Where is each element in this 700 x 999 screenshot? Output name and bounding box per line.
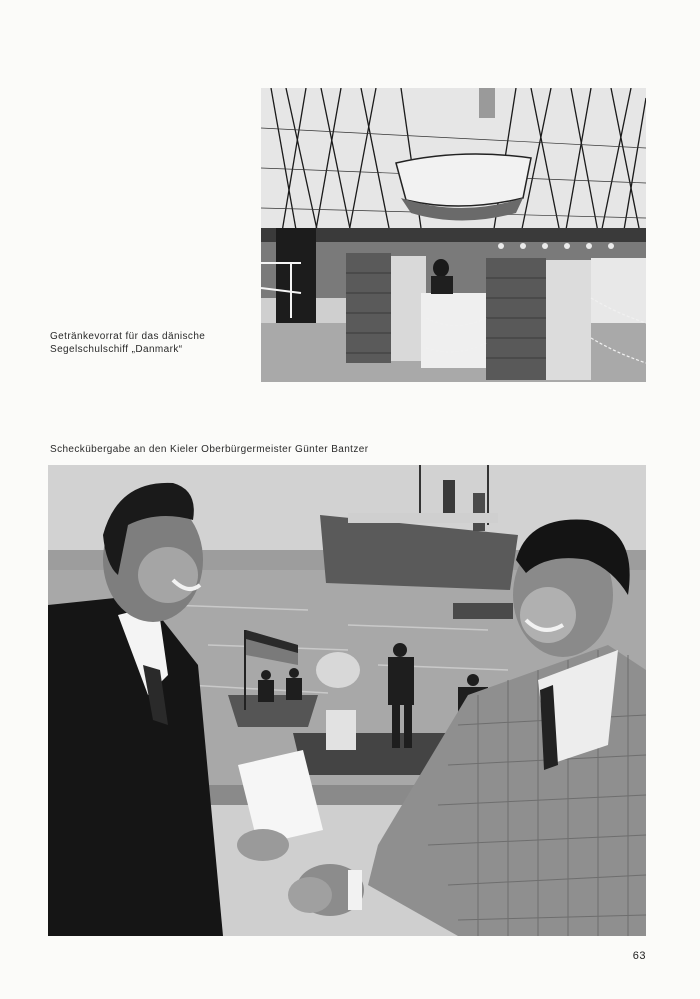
caption-check-handover: Scheckübergabe an den Kieler Oberbürgermeister Günter Bantzer <box>50 444 369 455</box>
caption-ship-line-1: Getränkevorrat für das dänische <box>50 331 206 342</box>
page-number: 63 <box>632 950 646 962</box>
photo-check-handover-handshake <box>48 465 646 936</box>
caption-ship-line-2: Segelschulschiff „Danmark“ <box>50 344 183 355</box>
photo-sailing-ship-danmark <box>261 88 646 382</box>
caption-sailing-ship <box>50 330 205 356</box>
